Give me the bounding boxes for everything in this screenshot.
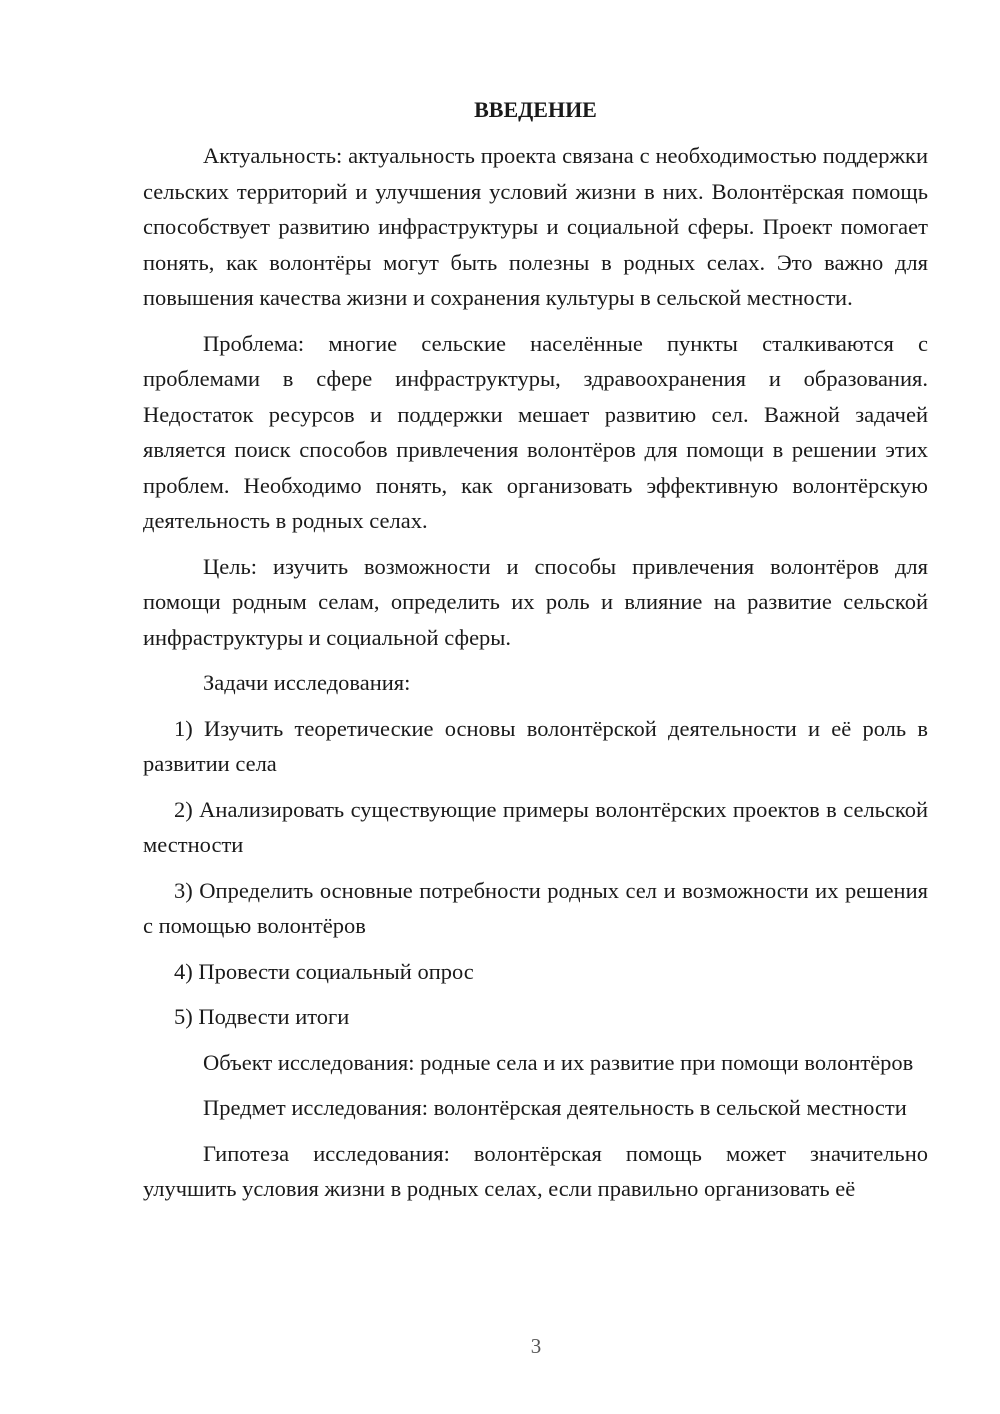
document-page xyxy=(143,92,928,1217)
task-item-1: 1) Изучить теоретические основы волонтёрской деятельности и её роль в развитии села xyxy=(143,715,928,776)
paragraph-relevance: Актуальность: актуальность проекта связана с необходимостью поддержки сельских территорий и улучшения условий жизни в них. Волонтёрская помощь способствует развитию инфраструктуры и социальной сферы. Проект помогает понять, как волонтёры могут быть полезны в родных селах. Это важно для повышения качества жизни и сохранения культуры в сельской местности. xyxy=(143,143,928,310)
task-item-5: 5) Подвести итоги xyxy=(174,1004,350,1029)
task-item-3: 3) Определить основные потребности родных сел и возможности их решения с помощью волонтёров xyxy=(143,877,928,938)
paragraph-goal: Цель: изучить возможности и способы привлечения волонтёров для помощи родным селам, определить их роль и влияние на развитие сельской инфраструктуры и социальной сферы. xyxy=(143,553,928,650)
paragraph-object: Объект исследования: родные села и их развитие при помощи волонтёров xyxy=(203,1049,914,1075)
paragraph-subject: Предмет исследования: волонтёрская деятельность в сельской местности xyxy=(203,1095,907,1120)
tasks-heading: Задачи исследования: xyxy=(203,670,411,695)
paragraph-hypothesis: Гипотеза исследования: волонтёрская помощь может значительно улучшить условия жизни в родных селах, если правильно организовать её xyxy=(143,1140,928,1201)
task-item-4: 4) Провести социальный опрос xyxy=(174,958,474,984)
page-title: ВВЕДЕНИЕ xyxy=(474,97,597,122)
task-item-2: 2) Анализировать существующие примеры волонтёрских проектов в сельской местности xyxy=(143,796,928,857)
paragraph-problem: Проблема: многие сельские населённые пункты сталкиваются с проблемами в сфере инфраструктуры, здравоохранения и образования. Недостаток ресурсов и поддержки мешает развитию сел. Важной задачей является поиск способов привлечения волонтёров для помощи в решении этих проблем. Необходимо понять, как организовать эффективную волонтёрскую деятельность в родных селах. xyxy=(143,330,928,533)
page-number: 3 xyxy=(530,1334,542,1358)
